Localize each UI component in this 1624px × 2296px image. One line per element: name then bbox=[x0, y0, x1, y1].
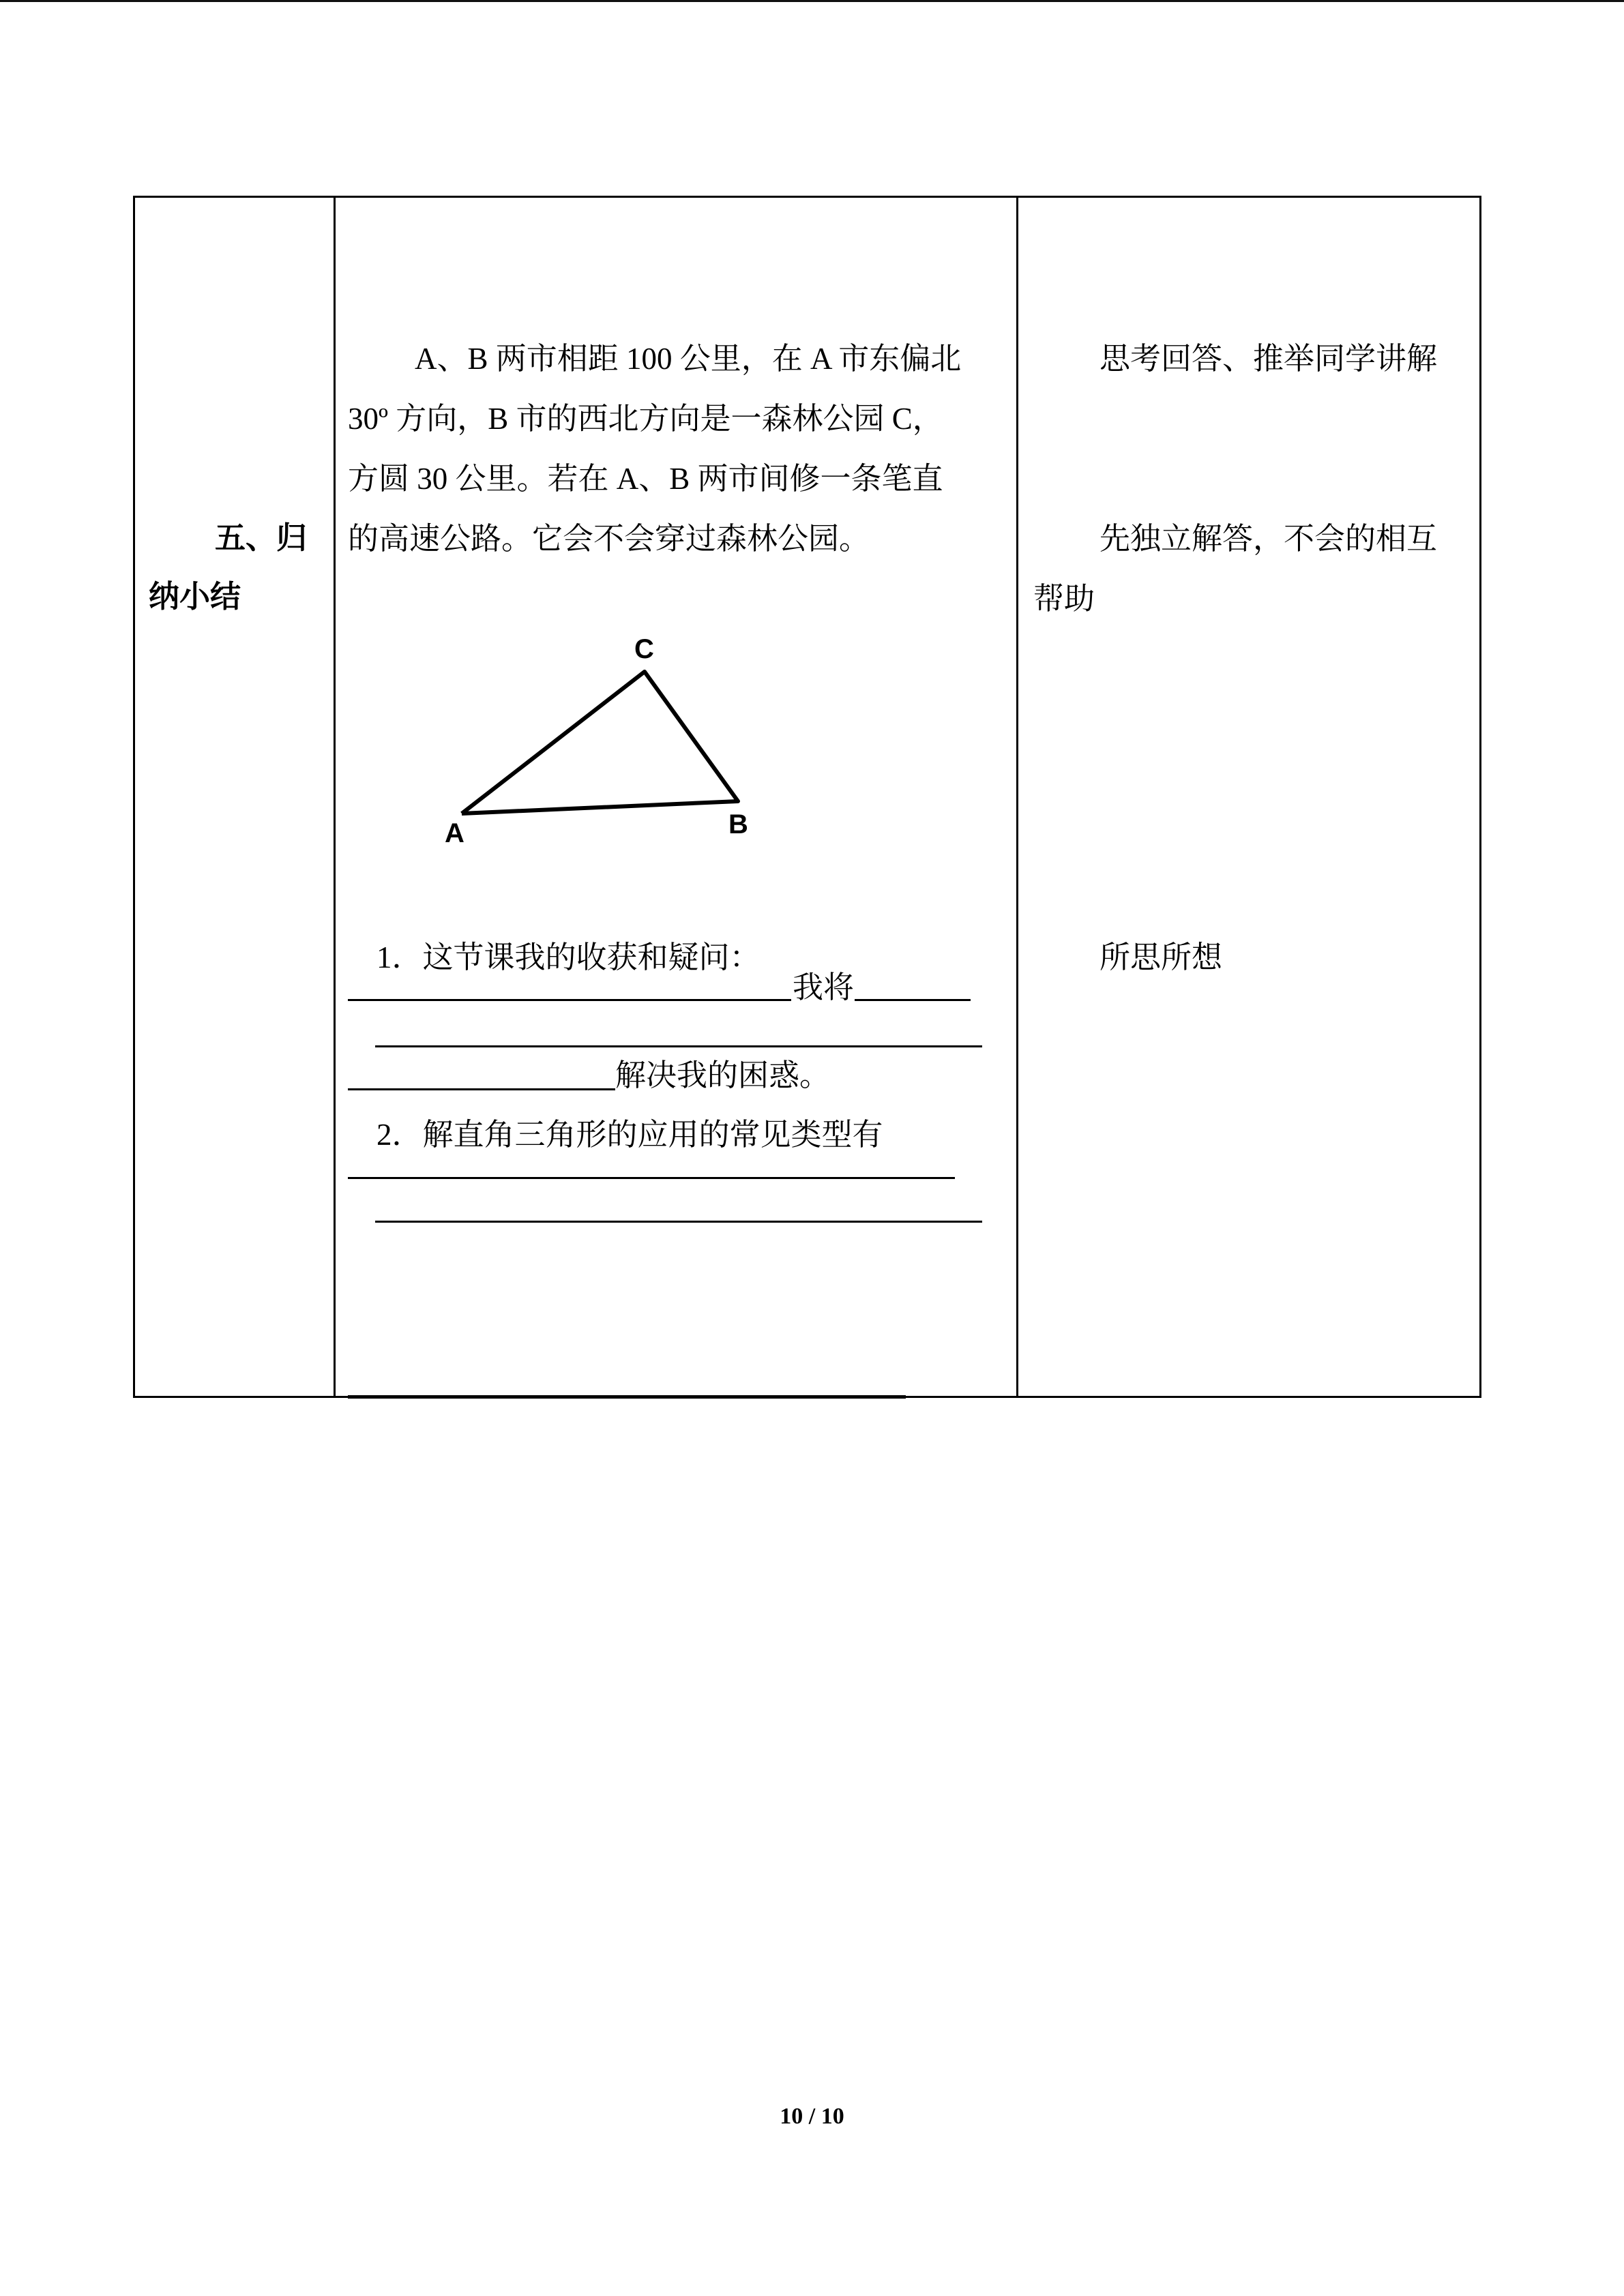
column-divider-2 bbox=[1016, 198, 1018, 1396]
page-number: 10 / 10 bbox=[780, 2104, 844, 2129]
summary-q1-end: 解决我的困惑。 bbox=[615, 1058, 831, 1092]
answer-blank-2a[interactable] bbox=[348, 1177, 955, 1179]
activity-line-2b: 帮助 bbox=[1033, 582, 1095, 616]
answer-blank-1b[interactable] bbox=[855, 999, 971, 1001]
section-label-line2: 纳小结 bbox=[149, 580, 241, 614]
vertex-label-a: A bbox=[445, 818, 464, 848]
answer-blank-1a[interactable] bbox=[348, 999, 791, 1001]
summary-q1-mid: 我将 bbox=[793, 970, 855, 1004]
activity-line-2a: 先独立解答，不会的相互 bbox=[1099, 522, 1438, 556]
answer-blank-2b[interactable] bbox=[375, 1221, 982, 1223]
vertex-label-c: C bbox=[634, 634, 654, 664]
summary-question-1: 1．这节课我的收获和疑问： bbox=[377, 940, 761, 974]
summary-question-2: 2．解直角三角形的应用的常见类型有 bbox=[377, 1118, 883, 1152]
section-label-line1: 五、归 bbox=[215, 521, 308, 555]
activity-line-3: 所思所想 bbox=[1099, 940, 1223, 974]
column-divider-1 bbox=[334, 198, 336, 1396]
problem-line-3: 方圆 30 公里。若在 A、B 两市间修一条笔直 bbox=[348, 462, 943, 496]
problem-line-2: 30º 方向，B 市的西北方向是一森林公园 C， bbox=[348, 402, 943, 436]
page-top-border bbox=[0, 0, 1624, 2]
problem-line-4: 的高速公路。它会不会穿过森林公园。 bbox=[348, 522, 870, 556]
vertex-label-b: B bbox=[728, 809, 748, 839]
triangle-figure bbox=[437, 621, 757, 852]
answer-blank-2c[interactable] bbox=[348, 1395, 906, 1399]
answer-blank-1d[interactable] bbox=[348, 1088, 615, 1090]
problem-line-1: A、B 两市相距 100 公里，在 A 市东偏北 bbox=[415, 342, 962, 376]
activity-line-1: 思考回答、推举同学讲解 bbox=[1099, 342, 1438, 376]
